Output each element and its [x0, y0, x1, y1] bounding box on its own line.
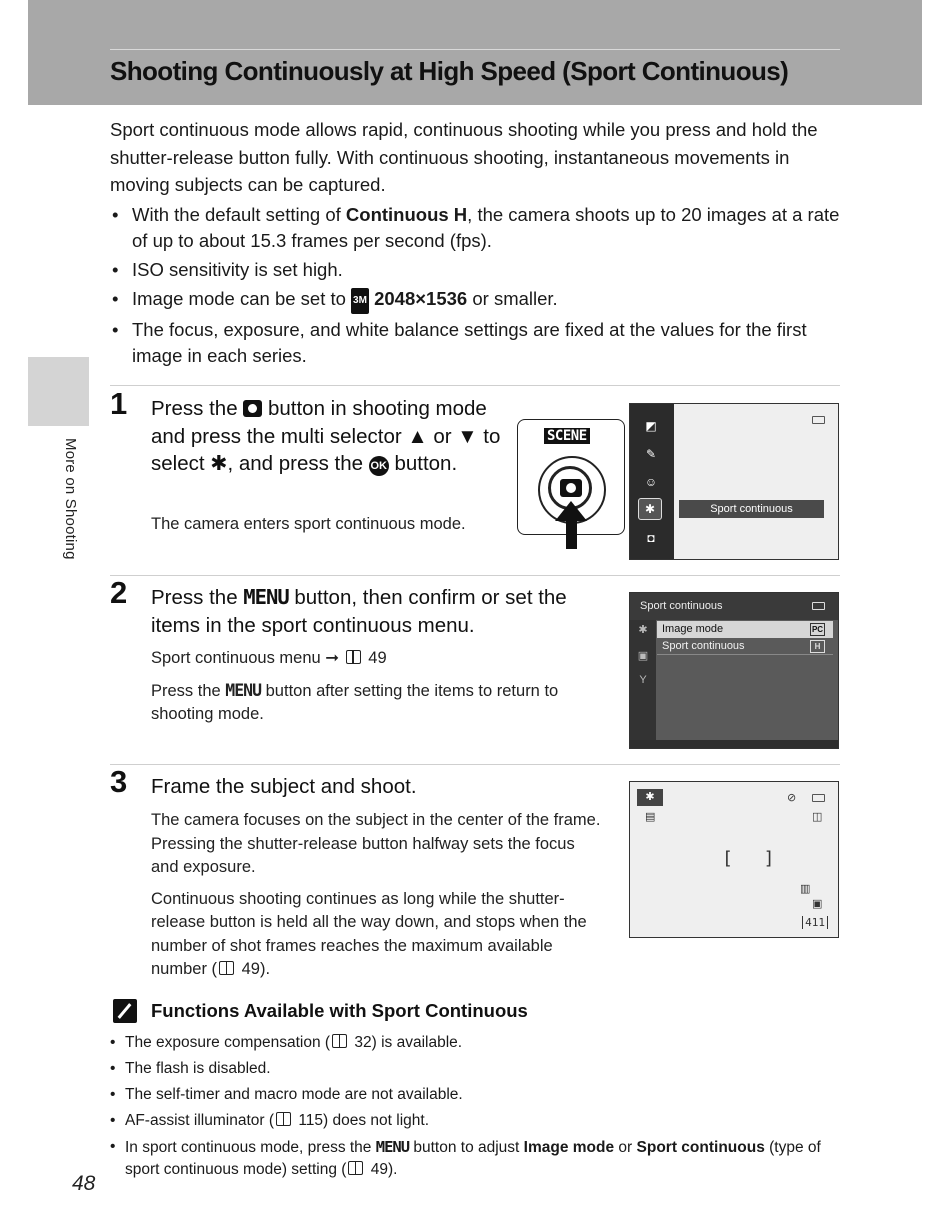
page-ref: 49	[368, 649, 387, 667]
step-separator	[110, 575, 840, 576]
page-ref: 49	[241, 960, 260, 978]
list-item	[110, 286, 840, 314]
title-text: , and press the	[227, 452, 369, 475]
sport-tab-icon: ✱	[638, 624, 648, 636]
book-icon	[348, 1161, 363, 1175]
list-item	[110, 202, 840, 254]
title-text: button, then confirm or set the items in the sport continuous menu.	[151, 586, 567, 637]
movie-tab-icon: ▣	[637, 650, 649, 662]
body-text: ).	[259, 960, 271, 978]
title-text: button.	[388, 452, 458, 475]
mode-icon: ☺	[644, 475, 658, 489]
note-text: (type of sport continuous mode) setting (	[125, 1139, 821, 1178]
bullet-text: Image mode can be set to	[132, 288, 352, 309]
note-text: In sport continuous mode, press the	[125, 1139, 376, 1156]
press-arrow-shaft	[566, 519, 577, 549]
book-icon	[219, 961, 234, 975]
battery-icon	[812, 416, 825, 424]
menu-row-sport-continuous[interactable]	[657, 638, 833, 655]
vr-icon: ◫	[812, 811, 823, 823]
intro-paragraph	[110, 116, 840, 199]
mode-icon: ◘	[647, 531, 655, 545]
note-text: ).	[387, 1161, 398, 1178]
press-arrow-icon	[555, 501, 587, 521]
scene-label: SCENE	[544, 428, 590, 444]
sport-mode-icon: ✱	[638, 498, 662, 520]
camera-icon	[243, 400, 262, 417]
camera-icon	[560, 479, 582, 497]
title-text: to select	[151, 424, 501, 475]
step-number: 1	[110, 386, 128, 421]
list-item	[110, 1058, 840, 1080]
battery-icon	[812, 794, 825, 802]
step-separator	[110, 764, 840, 765]
title-text: Press the	[151, 586, 244, 609]
battery-icon	[812, 602, 825, 610]
note-text: The exposure compensation (	[125, 1034, 331, 1051]
note-bold: Sport continuous	[636, 1139, 765, 1156]
continuous-icon: ▤	[645, 811, 656, 823]
note-bold: Image mode	[523, 1139, 615, 1156]
menu-button-icon: MENU	[375, 1138, 410, 1156]
menu-button-icon: MENU	[225, 680, 262, 700]
mode-icon: ✎	[645, 447, 657, 461]
body-line	[151, 679, 611, 727]
down-arrow-icon: ▼	[457, 424, 478, 448]
note-text: ) is available.	[371, 1034, 463, 1051]
note-text: or	[614, 1139, 637, 1156]
mode-icon: ◩	[645, 419, 657, 433]
body-text: Press the	[151, 681, 226, 700]
step-2-body	[151, 647, 611, 735]
page-title: Shooting Continuously at High Speed (Sport Continuous)	[110, 56, 789, 86]
ok-button-icon: OK	[369, 456, 389, 476]
note-text: AF-assist illuminator (	[125, 1112, 274, 1129]
menu-row-label: Image mode	[662, 623, 724, 635]
body-text: button after setting the items to return to shooting mode.	[151, 681, 559, 723]
step-number: 3	[110, 764, 128, 799]
side-tab-label: More on Shooting	[62, 438, 79, 560]
up-arrow-icon: ▲	[407, 424, 428, 448]
list-item	[110, 257, 840, 283]
focus-area-brackets: [ ]	[722, 848, 785, 869]
book-icon	[346, 650, 361, 664]
menu-row-label: Sport continuous	[662, 640, 745, 652]
note-pencil-icon	[113, 999, 137, 1023]
bullet-text: The focus, exposure, and white balance settings are fixed at the values for the first image in each series.	[132, 319, 807, 366]
body-text: Continuous shooting continues as long while the shutter-release button is held all the way down, and stops when the number of shot frames reaches the maximum available number (	[151, 889, 587, 978]
image-mode-icon: 3M	[351, 288, 369, 314]
intro-text: Sport continuous mode allows rapid, continuous shooting while you press and hold the shutter-release button fully. With continuous shooting, instantaneous movements in moving subjects can be captured.	[110, 119, 818, 195]
step-1-body: The camera enters sport continuous mode.	[151, 515, 466, 533]
list-item	[110, 1032, 840, 1054]
book-icon	[332, 1034, 347, 1048]
note-list	[110, 1032, 840, 1185]
note-text: ) does not light.	[323, 1112, 430, 1129]
bullet-text: ISO sensitivity is set high.	[132, 259, 343, 280]
list-item	[110, 317, 840, 369]
sport-mode-badge: ✱	[637, 789, 663, 806]
header-rule	[110, 49, 840, 50]
flash-off-icon: ⊘	[787, 792, 797, 804]
page-number: 48	[72, 1172, 96, 1195]
page-ref: 32	[354, 1034, 372, 1051]
bullet-text: or smaller.	[467, 288, 558, 309]
bullet-text: With the default setting of	[132, 204, 346, 225]
step-separator	[110, 385, 840, 386]
header-band	[28, 0, 922, 105]
step-2-title	[151, 584, 611, 639]
setup-tab-icon: Y	[639, 674, 647, 686]
intro-bullet-list	[110, 202, 840, 372]
step-3-body	[151, 809, 606, 990]
body-text: Sport continuous menu ➞	[151, 649, 344, 667]
note-text: The self-timer and macro mode are not available.	[125, 1086, 463, 1103]
book-icon	[276, 1112, 291, 1126]
bullet-text: , the camera shoots up to 20 images at a rate of up to about 15.3 frames per second (fps).	[132, 204, 840, 251]
menu-row-image-mode[interactable]	[657, 621, 833, 638]
body-line	[151, 647, 611, 671]
shooting-screen-lcd	[629, 781, 839, 938]
step-3-title: Frame the subject and shoot.	[151, 775, 417, 798]
bullet-bold: 2048×1536	[374, 288, 468, 309]
iso-icon: ▥	[800, 883, 811, 895]
title-text: button in shooting mode and press the multi selector	[151, 397, 487, 448]
bullet-bold: Continuous H	[345, 204, 468, 225]
body-line	[151, 888, 606, 982]
sport-continuous-menu-lcd	[629, 592, 839, 749]
list-item	[110, 1110, 840, 1132]
menu-footer	[630, 740, 838, 748]
exposures-remaining: 411	[802, 916, 828, 929]
sport-mode-icon: ✱	[210, 452, 228, 475]
note-text: The flash is disabled.	[125, 1060, 271, 1077]
scene-menu-lcd	[629, 403, 839, 560]
page-ref: 115	[298, 1112, 324, 1129]
continuous-value-icon: H	[810, 640, 825, 653]
selected-mode-label: Sport continuous	[679, 500, 824, 518]
side-tab	[28, 357, 89, 426]
body-line: The camera focuses on the subject in the center of the frame. Pressing the shutter-release button halfway sets the focus and exposure.	[151, 811, 601, 876]
step-1-title	[151, 395, 501, 478]
note-title: Functions Available with Sport Continuous	[151, 1000, 528, 1021]
image-mode-value-icon: PC	[811, 625, 824, 634]
list-item	[110, 1084, 840, 1106]
menu-title: Sport continuous	[630, 593, 838, 620]
menu-button-icon: MENU	[243, 585, 289, 609]
title-text: Press the	[151, 397, 244, 420]
scene-button-diagram	[517, 419, 625, 535]
step-number: 2	[110, 575, 128, 610]
title-text: or	[427, 424, 458, 448]
note-text: button to adjust	[409, 1139, 524, 1156]
page-ref: 49	[370, 1161, 388, 1178]
list-item	[110, 1136, 840, 1181]
image-mode-icon: ▣	[812, 898, 823, 910]
